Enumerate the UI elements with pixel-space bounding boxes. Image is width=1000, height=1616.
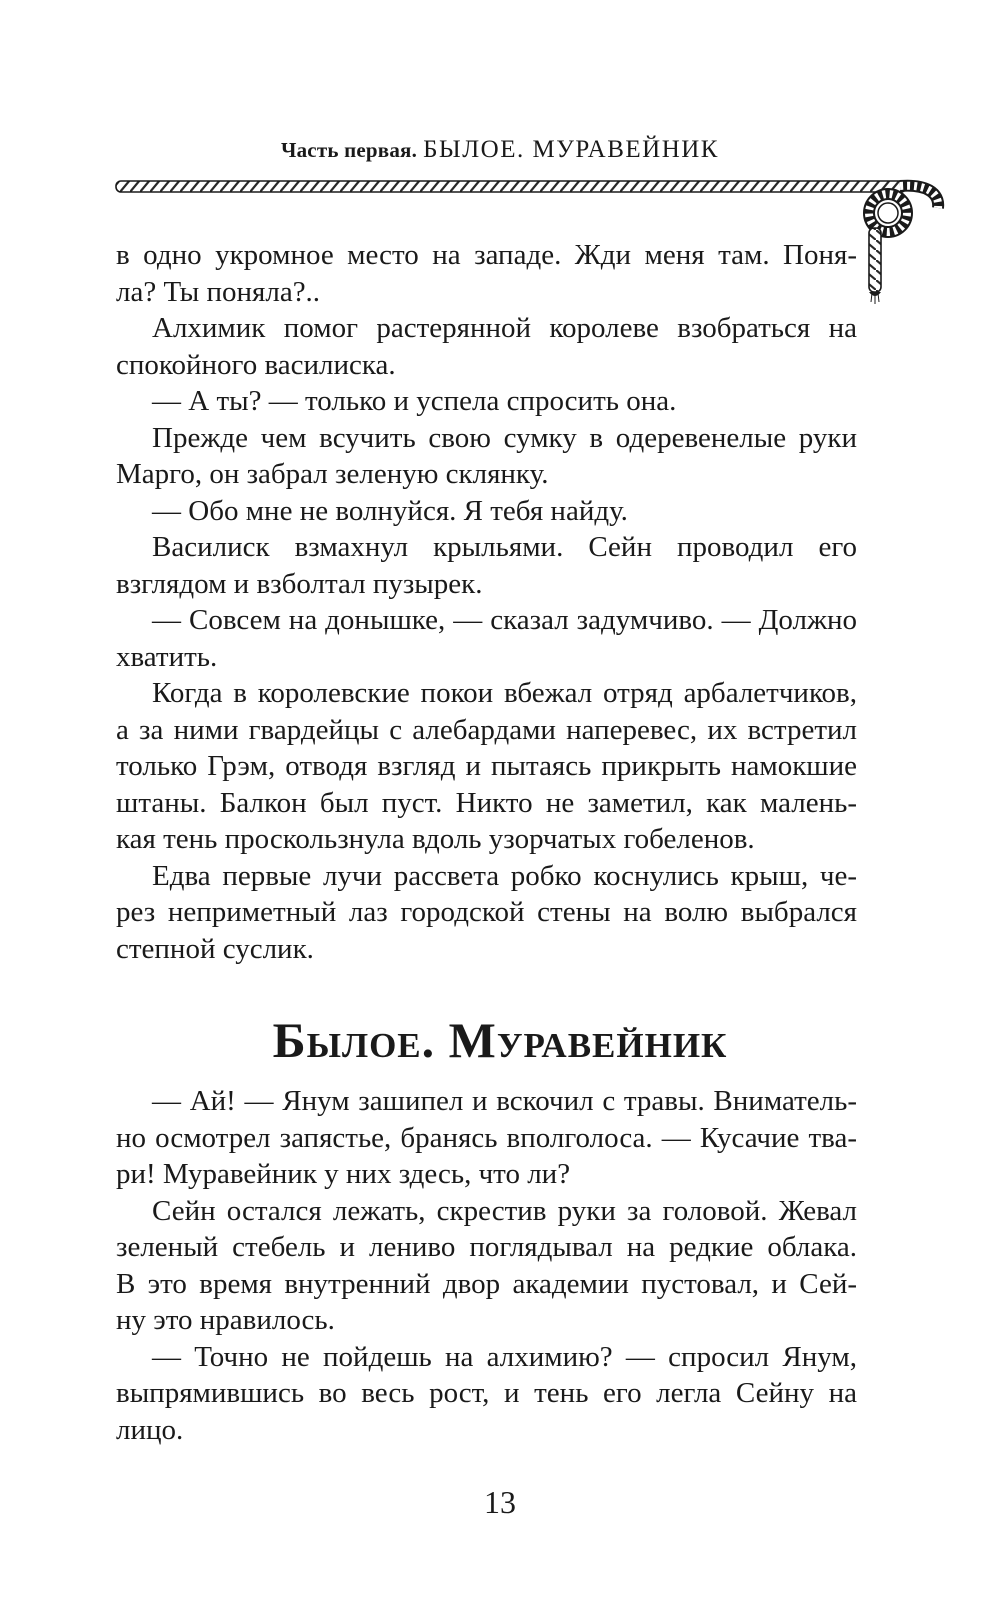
running-head-part: Часть первая. — [281, 138, 418, 162]
text-block-chapter — [116, 1083, 857, 1446]
text-line: выпрямившись во весь рост, и тень его легла Сейну на лицо. — [116, 1377, 857, 1446]
text-line: ри! Муравейник у них здесь, что ли? — [116, 1158, 571, 1190]
text-line: Марго, он забрал зеленую склянку. — [116, 458, 549, 490]
text-line: Едва первые лучи рассвета робко коснулись крыш, че- — [152, 859, 857, 892]
text-line: Прежде чем всучить свою сумку в одеревенелые руки — [152, 421, 857, 454]
text-line: Когда в королевские покои вбежал отряд арбалетчиков, — [152, 677, 857, 709]
text-line: ну это нравилось. — [116, 1304, 335, 1336]
text-line: зеленый стебель и лениво поглядывал на редкие облака. — [116, 1231, 857, 1263]
text-line: Василиск взмахнул крыльями. Сейн проводил его — [152, 531, 857, 563]
chapter-title-text: Былое. Муравейник — [272, 1012, 728, 1068]
text-line: в одно укромное место на западе. Жди меня там. Поня- — [116, 239, 857, 271]
text-block-before-chapter — [116, 237, 857, 967]
text-line: ла? Ты поняла?.. — [116, 275, 321, 308]
text-line: — Точно не пойдешь на алхимию? — спросил Янум, — [152, 1340, 857, 1373]
text-line: — Ай! — Янум зашипел и вскочил с травы. Вниматель- — [152, 1085, 857, 1117]
text-line: В это время внутренний двор академии пустовал, и Сей- — [116, 1267, 857, 1300]
text-line: спокойного василиска. — [116, 348, 396, 381]
running-head-title: БЫЛОЕ. МУРАВЕЙНИК — [423, 136, 719, 163]
text-line: взглядом и взболтал пузырек. — [116, 567, 483, 600]
chapter-title — [0, 1011, 1000, 1069]
text-line: — А ты? — только и успела спросить она. — [152, 385, 677, 417]
page-number: 13 — [484, 1484, 516, 1520]
text-line: — Обо мне не волнуйся. Я тебя найду. — [152, 494, 628, 527]
text-line: штаны. Балкон был пуст. Никто не заметил, как малень- — [116, 786, 857, 819]
text-line: — Совсем на донышке, — сказал задумчиво. — Должно — [152, 604, 857, 636]
text-line: Сейн остался лежать, скрестив руки за головой. Жевал — [152, 1194, 857, 1227]
text-line: рез неприметный лаз городской стены на волю выбрался — [116, 896, 857, 928]
text-line: кая тень проскользнула вдоль узорчатых гобеленов. — [116, 823, 755, 855]
text-line: хватить. — [116, 640, 218, 673]
text-line: степной суслик. — [116, 932, 314, 965]
text-line: только Грэм, отводя взгляд и пытаясь прикрыть намокшие — [116, 750, 857, 782]
text-line: Алхимик помог растерянной королеве взобраться на — [152, 312, 857, 344]
text-line: но осмотрел запястье, бранясь вполголоса. — Кусачие тва- — [116, 1121, 857, 1154]
text-line: а за ними гвардейцы с алебардами наперевес, их встретил — [116, 713, 857, 746]
